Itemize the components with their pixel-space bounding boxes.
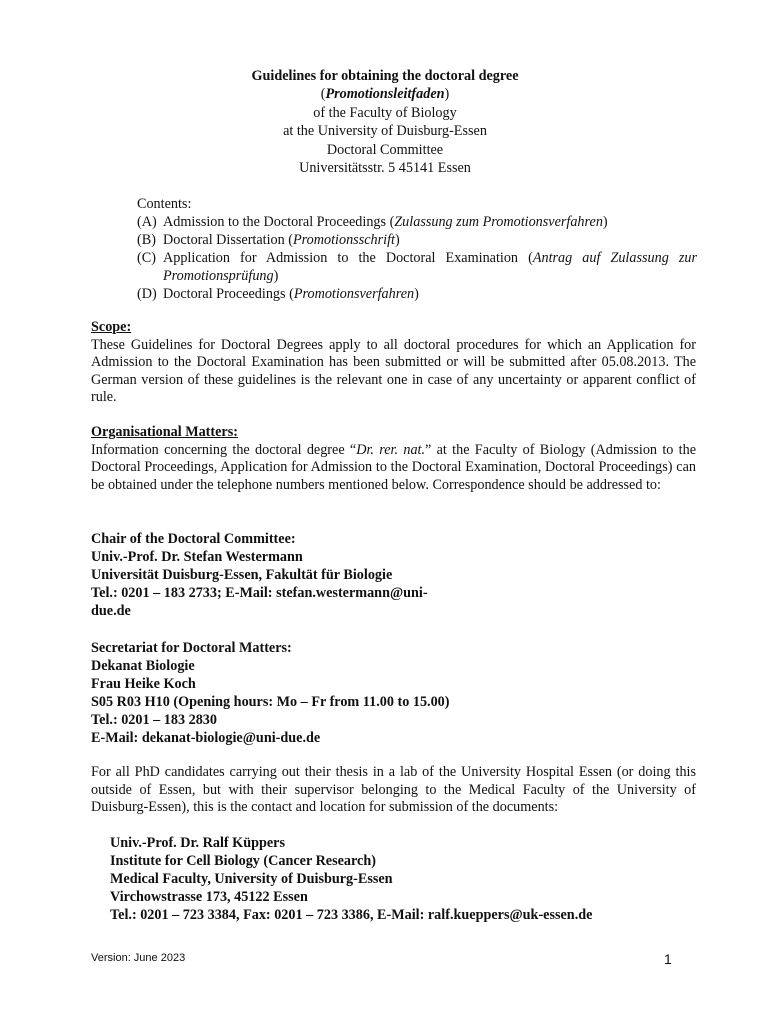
secretariat-email: E-Mail: dekanat-biologie@uni-due.de [91,730,321,746]
chair-institution: Universität Duisburg-Essen, Fakultät für Biologie [91,567,393,583]
page-number: 1 [664,951,672,967]
contact-faculty: Medical Faculty, University of Duisburg-Essen [110,871,393,887]
contact-name: Univ.-Prof. Dr. Ralf Küppers [110,835,285,851]
organisational-section [91,424,696,494]
contents-item: (D) Doctoral Proceedings (Promotionsverfahren) [137,286,419,302]
contact-institute: Institute for Cell Biology (Cancer Research) [110,853,376,869]
organisational-heading: Organisational Matters: [91,424,238,440]
contact-phone-email: Tel.: 0201 – 723 3384, Fax: 0201 – 723 3386, E-Mail: ralf.kueppers@uk-essen.de [110,907,593,923]
document-header [0,67,770,177]
faculty-line: of the Faculty of Biology [313,104,457,121]
contents-item: (B) Doctoral Dissertation (Promotionsschrift) [137,232,400,248]
chair-title: Chair of the Doctoral Committee: [91,531,296,547]
secretariat-office: Dekanat Biologie [91,658,195,674]
scope-heading: Scope: [91,319,132,335]
contents-item-label: (C) [137,250,156,266]
phd-note-section [91,764,696,817]
footer-version: Version: June 2023 [91,952,186,964]
document-title: Guidelines for obtaining the doctoral degree [251,68,519,84]
committee-line: Doctoral Committee [326,141,444,158]
contents-item-label: (A) [137,214,157,230]
phd-note-text: For all PhD candidates carrying out their thesis in a lab of the University Hospital Essen (or doing this outside of Essen, but with their supervisor belonging to the Medical Faculty of the University of Duisburg-Essen), this is the contact and location for submission of the documents: [91,764,696,816]
contact-address: Virchowstrasse 173, 45122 Essen [110,889,308,905]
contents-item: (C) Application for Admission to the Doctoral Examination (Antrag auf Zulassung zur Promotionsprüfung) [137,250,697,284]
scope-section [91,319,696,407]
chair-name: Univ.-Prof. Dr. Stefan Westermann [91,549,303,565]
degree-name: Dr. rer. nat. [356,441,426,458]
subtitle-german: Promotionsleitfaden [325,86,445,103]
contents-list [137,195,697,303]
university-line: at the University of Duisburg-Essen [283,123,487,140]
secretariat-title: Secretariat for Doctoral Matters: [91,640,292,656]
address-line: Universitätsstr. 5 45141 Essen [299,160,471,177]
chair-contact-block [91,530,711,620]
contents-item-label: (B) [137,232,156,248]
organisational-text: Information concerning the doctoral degree “Dr. rer. nat.” at the Faculty of Biology (Admission to the Doctoral Proceedings, Application for Admission to the Doctoral Examination, Doctoral Proceedings) can be obtained under the telephone numbers mentioned below. Correspondence should be addressed to: [91,441,696,493]
secretariat-room-hours: S05 R03 H10 (Opening hours: Mo – Fr from 11.00 to 15.00) [91,694,450,710]
medical-contact-block [110,834,710,924]
document-subtitle: (Promotionsleitfaden) [320,86,450,103]
chair-contact-cont: due.de [91,603,131,619]
secretariat-phone: Tel.: 0201 – 183 2830 [91,712,217,728]
contents-item: (A) Admission to the Doctoral Proceedings (Zulassung zum Promotionsverfahren) [137,214,608,230]
contents-item-label: (D) [137,286,157,302]
secretariat-person: Frau Heike Koch [91,676,196,692]
chair-contact: Tel.: 0201 – 183 2733; E-Mail: stefan.westermann@uni- [91,585,428,601]
contents-heading: Contents: [137,196,192,212]
secretariat-block [91,639,711,747]
scope-text: These Guidelines for Doctoral Degrees apply to all doctoral procedures for which an Application for Admission to the Doctoral Examination has been submitted or will be submitted after 05.08.2013. The German version of these guidelines is the relevant one in case of any uncertainty or apparent conflict of rule. [91,336,696,406]
